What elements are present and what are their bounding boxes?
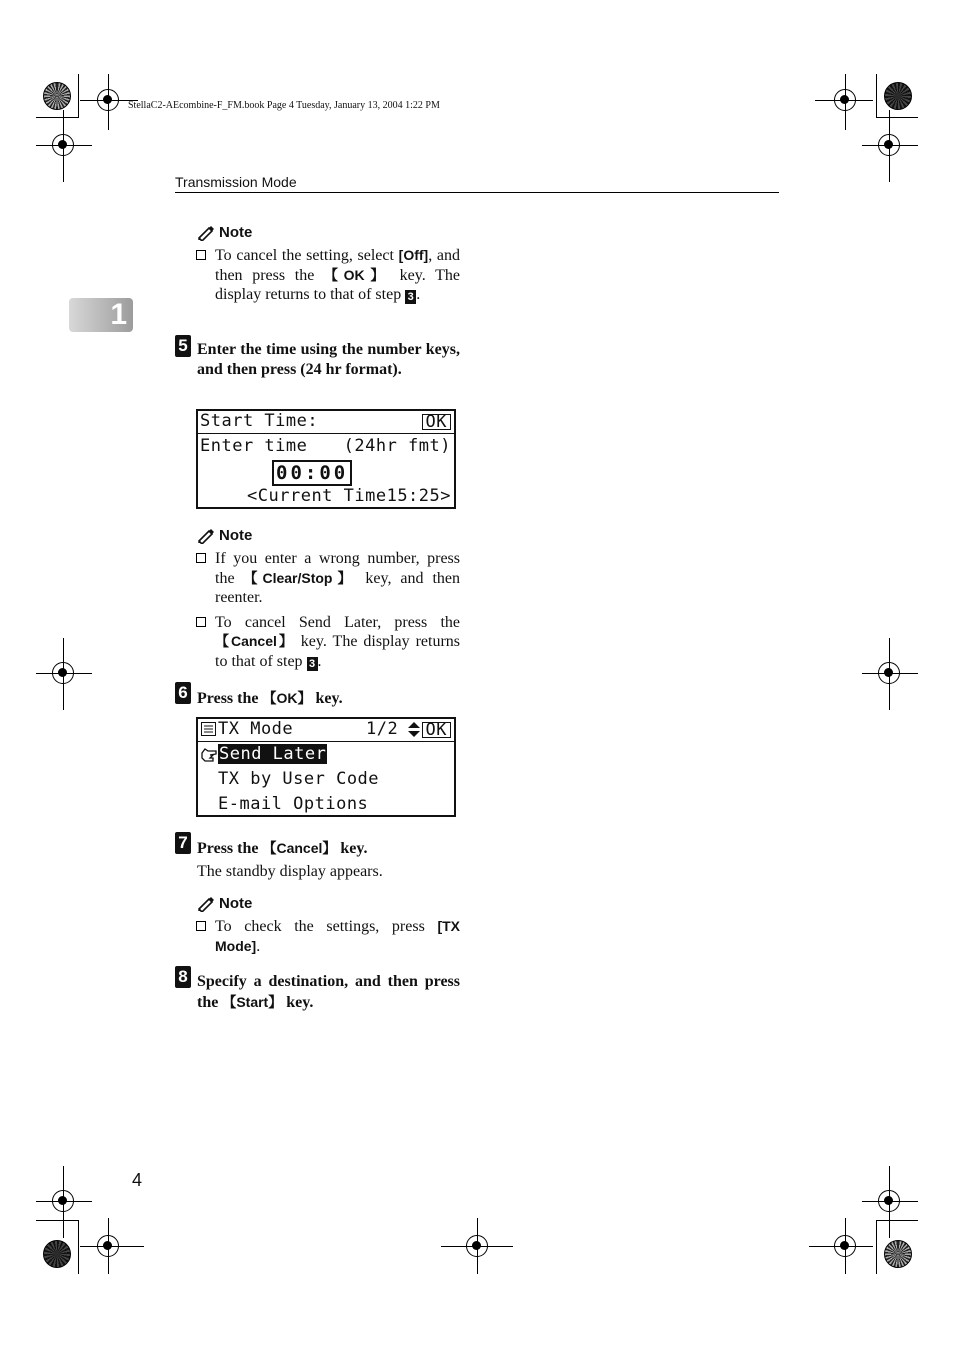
registration-target-icon <box>878 1190 900 1212</box>
note-heading: Note <box>197 895 460 912</box>
menu-item-selected[interactable]: Send Later <box>219 744 327 764</box>
registration-target-icon <box>52 662 74 684</box>
note-item: To cancel the setting, select [Off], and then press the 【OK】 key. The display returns to that of step 3 . <box>196 246 460 305</box>
note-item: To cancel Send Later, press the 【Cancel】 key. The display returns to that of step 3 . <box>196 613 460 672</box>
note-heading: Note <box>197 224 460 241</box>
checkbox-bullet-icon <box>196 617 206 627</box>
checkbox-bullet-icon <box>196 250 206 260</box>
checkbox-bullet-icon <box>196 921 206 931</box>
step-number: 6 <box>175 682 191 704</box>
step-number: 5 <box>175 335 191 357</box>
registration-target-icon <box>834 89 856 111</box>
step-reference: 3 <box>307 657 318 671</box>
lcd-display-start-time: Start Time: OK Enter time (24hr fmt) 00:00 <Current Time15:25> <box>196 409 456 509</box>
time-input-field[interactable]: 00:00 <box>272 460 352 486</box>
lcd-display-tx-mode <box>196 717 456 817</box>
step-number: 8 <box>175 966 191 988</box>
section-header: Transmission Mode <box>175 174 297 190</box>
step-instruction: Enter the time using the number keys, and then press (24 hr format). <box>197 341 460 378</box>
registration-target-icon <box>466 1235 488 1257</box>
pencil-note-icon <box>197 225 215 241</box>
pencil-note-icon <box>197 528 215 544</box>
registration-target-icon <box>834 1235 856 1257</box>
step-result-text: The standby display appears. <box>197 863 383 880</box>
registration-target-icon <box>52 134 74 156</box>
print-info: StellaC2-AEcombine-F_FM.book Page 4 Tuesday, January 13, 2004 1:22 PM <box>128 100 440 111</box>
menu-item[interactable]: E-mail Options <box>218 794 369 814</box>
document-icon <box>201 722 216 736</box>
registration-target-icon <box>878 662 900 684</box>
menu-item[interactable]: TX by User Code <box>218 769 380 789</box>
color-rosette-icon <box>884 82 912 110</box>
pencil-note-icon <box>197 896 215 912</box>
checkbox-bullet-icon <box>196 553 206 563</box>
color-rosette-icon <box>884 1240 912 1268</box>
step-instruction: Specify a destination, and then press the 【Start】 key. <box>197 973 460 1011</box>
step-instruction: Press the 【OK】 key. <box>197 690 343 707</box>
note-block <box>197 224 460 305</box>
header-rule <box>175 192 779 193</box>
registration-target-icon <box>97 1235 119 1257</box>
color-rosette-icon <box>43 1240 71 1268</box>
chapter-tab: 1 <box>69 298 133 332</box>
pointer-hand-icon <box>201 748 217 762</box>
registration-target-icon <box>97 89 119 111</box>
ok-indicator: OK <box>422 722 451 738</box>
page-number: 4 <box>132 1170 143 1190</box>
note-item: To check the settings, press [TX Mode]. <box>196 917 460 956</box>
ok-indicator: OK <box>422 414 451 430</box>
note-item: If you enter a wrong number, press the 【Clear/Stop】 key, and then reenter. <box>196 549 460 608</box>
step-number: 7 <box>175 832 191 854</box>
registration-target-icon <box>52 1190 74 1212</box>
step-reference: 3 <box>405 290 416 304</box>
note-block <box>197 527 460 671</box>
registration-target-icon <box>878 134 900 156</box>
page-indicator: 1/2 <box>366 719 399 739</box>
step-instruction: Press the 【Cancel】 key. <box>197 840 368 857</box>
up-down-arrow-icon <box>408 722 420 737</box>
note-block <box>197 895 460 956</box>
color-rosette-icon <box>43 82 71 110</box>
menu-title: TX Mode <box>218 719 294 739</box>
note-heading: Note <box>197 527 460 544</box>
